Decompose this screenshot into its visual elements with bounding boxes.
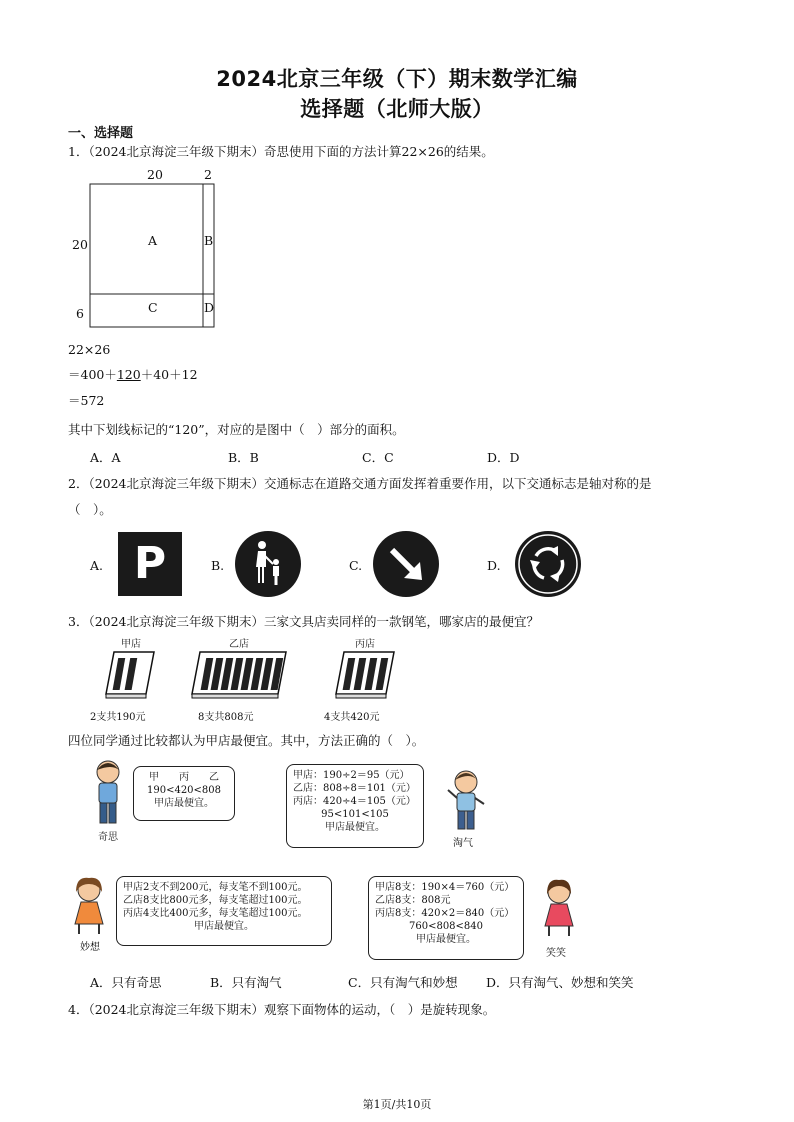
diagram-label-2-top: 2 <box>204 167 212 182</box>
q3-ask: 四位同学通过比较都认为甲店最便宜。其中，方法正确的（ ）。 <box>68 733 425 748</box>
student-taoqi-name: 淘气 <box>453 838 473 849</box>
region-a-label: A <box>148 233 158 248</box>
diagonal-arrow-sign-icon <box>372 530 440 598</box>
student-taoqi-avatar <box>446 768 486 832</box>
q2-text-cont: （ ）。 <box>68 502 112 517</box>
store-yi-name: 乙店 <box>229 639 249 650</box>
q1-text: 1．（2024北京海淀三年级下期末）奇思使用下面的方法计算22×26的结果。 <box>68 144 494 159</box>
miaoxiang-line-4: 甲店最便宜。 <box>194 921 254 932</box>
student-miaoxiang-avatar <box>68 876 110 936</box>
q1-ask: 其中下划线标记的“120”，对应的是图中（ ）部分的面积。 <box>68 422 405 437</box>
qisi-line-3: 甲店最便宜。 <box>154 798 214 809</box>
store-bing-name: 丙店 <box>355 639 375 650</box>
taoqi-line-2: 乙店：808÷8＝101（元） <box>293 783 416 794</box>
miaoxiang-line-1: 甲店2支不到200元，每支笔不到100元。 <box>123 882 308 893</box>
parking-sign-icon: P <box>118 532 182 596</box>
region-b-label: B <box>204 233 214 248</box>
taoqi-line-3: 丙店：420÷4＝105（元） <box>293 796 416 807</box>
xiaoxiao-line-2: 乙店8支：808元 <box>375 895 451 906</box>
diagram-label-20-side: 20 <box>72 237 88 252</box>
q1-option-d[interactable]: D．D <box>487 450 520 465</box>
q1-calc-line1: 22×26 <box>68 342 111 357</box>
pen-box-icon-yi <box>186 648 290 700</box>
q3-text: 3．（2024北京海淀三年级下期末）三家文具店卖同样的一款钢笔，哪家店的最便宜？ <box>68 614 540 629</box>
diagram-label-20-top: 20 <box>147 167 163 182</box>
qisi-line-1: 甲 丙 乙 <box>149 772 219 783</box>
taoqi-line-5: 甲店最便宜。 <box>325 822 385 833</box>
student-miaoxiang-bubble <box>116 876 332 946</box>
region-c-label: C <box>148 300 158 315</box>
section-heading: 一、选择题 <box>68 126 134 141</box>
miaoxiang-line-2: 乙店8支比800元多，每支笔超过100元。 <box>123 895 308 906</box>
q3-option-c[interactable]: C．只有淘气和妙想 <box>348 975 458 990</box>
pen-box-icon-jia <box>100 648 160 700</box>
calc2-post: ＋40＋12 <box>140 367 198 382</box>
student-miaoxiang-name: 妙想 <box>80 942 100 953</box>
title-line2: 选择题（北师大版） <box>300 97 494 121</box>
taoqi-line-1: 甲店：190÷2＝95（元） <box>293 770 410 781</box>
store-bing-price: 4支共420元 <box>324 712 380 723</box>
calc2-pre: ＝400＋ <box>68 367 117 382</box>
q1-option-a[interactable]: A．A <box>90 450 121 465</box>
calc2-underlined: 120 <box>116 367 141 382</box>
q1-calc-line3: ＝572 <box>68 393 105 408</box>
page-footer: 第1页/共10页 <box>362 1098 432 1111</box>
student-qisi-bubble <box>133 766 235 821</box>
student-xiaoxiao-avatar <box>538 878 580 940</box>
q2-text: 2．（2024北京海淀三年级下期末）交通标志在道路交通方面发挥着重要作用，以下交通标志是轴对称的是 <box>68 476 652 491</box>
student-qisi-avatar <box>90 758 126 828</box>
q3-option-a[interactable]: A．只有奇思 <box>90 975 162 990</box>
q1-option-b[interactable]: B．B <box>228 450 259 465</box>
area-diagram <box>68 165 228 335</box>
pen-box-icon-bing <box>330 648 400 700</box>
qisi-line-2: 190<420<808 <box>146 785 222 796</box>
xiaoxiao-line-5: 甲店最便宜。 <box>416 934 476 945</box>
student-xiaoxiao-name: 笑笑 <box>546 948 566 959</box>
student-xiaoxiao-bubble <box>368 876 524 960</box>
roundabout-sign-icon <box>514 530 582 598</box>
store-jia-name: 甲店 <box>121 639 141 650</box>
title-line1: 2024北京三年级（下）期末数学汇编 <box>216 67 578 91</box>
q1-calc-line2 <box>68 366 198 384</box>
pedestrian-sign-icon <box>234 530 302 598</box>
q1-option-c[interactable]: C．C <box>362 450 394 465</box>
q3-option-b[interactable]: B．只有淘气 <box>210 975 282 990</box>
region-d-label: D <box>204 300 215 315</box>
student-qisi-name: 奇思 <box>98 832 118 843</box>
student-taoqi-bubble <box>286 764 424 848</box>
q4-text: 4．（2024北京海淀三年级下期末）观察下面物体的运动，（ ）是旋转现象。 <box>68 1002 496 1017</box>
store-jia-price: 2支共190元 <box>90 712 146 723</box>
q3-option-d[interactable]: D．只有淘气、妙想和笑笑 <box>486 975 634 990</box>
xiaoxiao-line-3: 丙店8支：420×2＝840（元） <box>375 908 515 919</box>
taoqi-line-4: 95<101<105 <box>321 809 389 820</box>
miaoxiang-line-3: 丙店4支比400元多，每支笔超过100元。 <box>123 908 308 919</box>
q2-option-b[interactable]: B. <box>211 558 225 573</box>
q2-option-d[interactable]: D. <box>487 558 501 573</box>
q2-option-a[interactable]: A. <box>90 558 104 573</box>
diagram-label-6-side: 6 <box>76 306 84 321</box>
xiaoxiao-line-1: 甲店8支：190×4＝760（元） <box>375 882 515 893</box>
store-yi-price: 8支共808元 <box>198 712 254 723</box>
xiaoxiao-line-4: 760<808<840 <box>408 921 484 932</box>
q2-option-c[interactable]: C. <box>349 558 363 573</box>
